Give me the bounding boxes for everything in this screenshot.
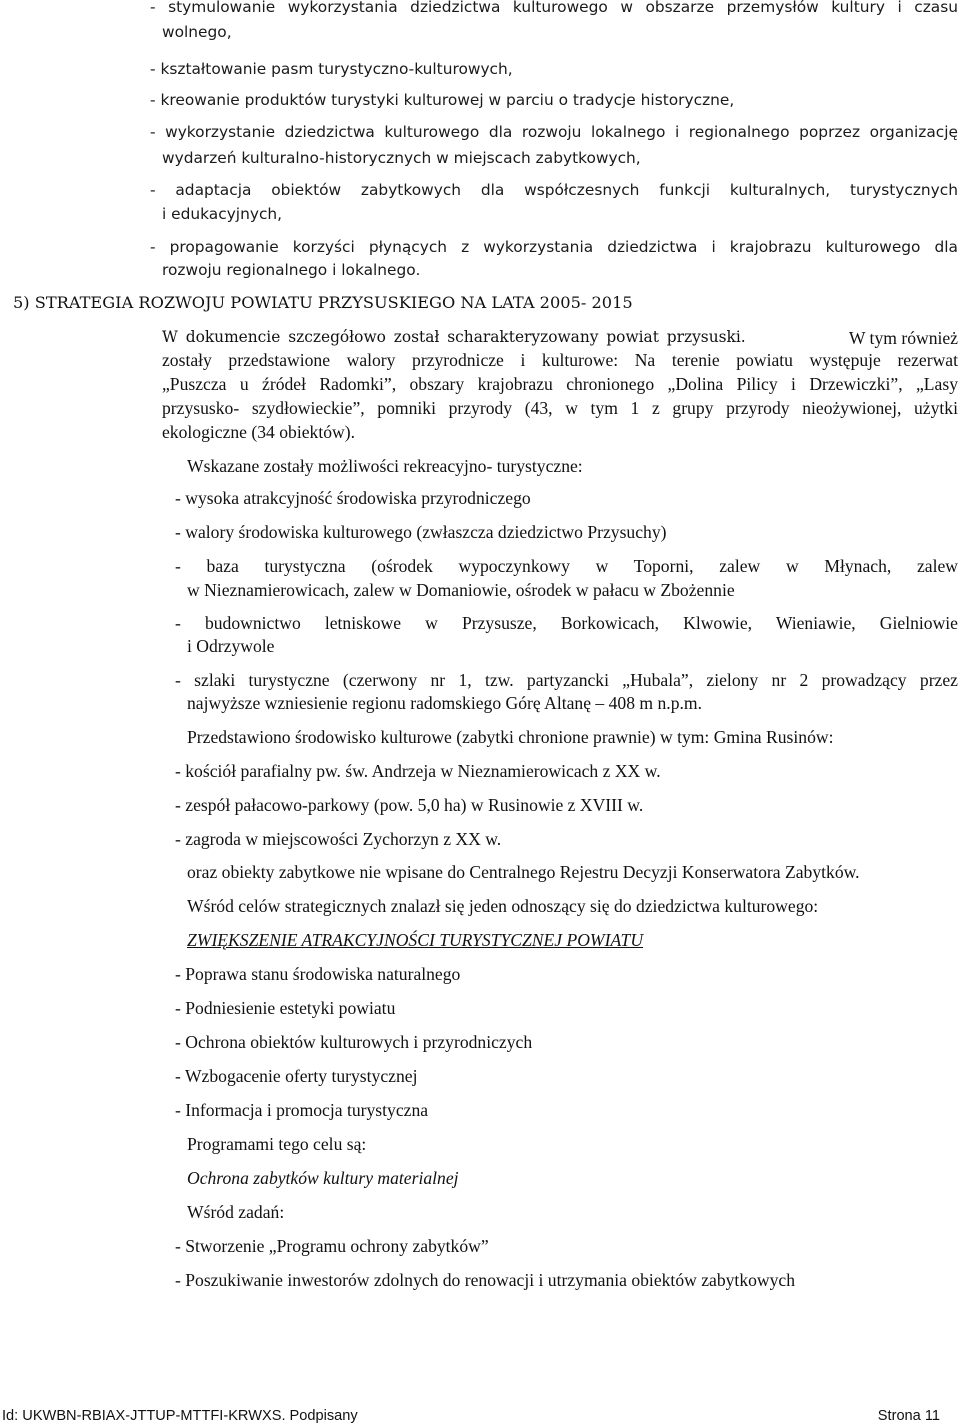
heritage-tail: oraz obiekty zabytkowe nie wpisane do Centralnego Rejestru Decyzji Konserwatora Zabytków.	[187, 862, 860, 882]
list-item: - Stworzenie „Programu ochrony zabytków”	[175, 1236, 489, 1256]
list-item: - Wzbogacenie oferty turystycznej	[175, 1066, 418, 1086]
list-item: - stymulowanie wykorzystania dziedzictwa kulturowego w obszarze przemysłów kultury i czasu	[150, 0, 958, 16]
list-item: - kreowanie produktów turystyki kulturowej w parciu o tradycje historyczne,	[150, 91, 735, 109]
list-item: - wykorzystanie dziedzictwa kulturowego dla rozwoju lokalnego i regionalnego poprzez organizację	[150, 123, 958, 141]
list-item: - zespół pałacowo-parkowy (pow. 5,0 ha) w Rusinowie z XVIII w.	[175, 795, 644, 815]
list-item-continuation: najwyższe wzniesienie regionu radomskiego Górę Altanę – 408 m n.p.m.	[187, 693, 702, 713]
list-item: - wysoka atrakcyjność środowiska przyrodniczego	[175, 488, 531, 508]
list-item: - Poprawa stanu środowiska naturalnego	[175, 964, 461, 984]
goals-lead: Wśród celów strategicznych znalazł się jeden odnoszący się do dziedzictwa kulturowego:	[187, 896, 819, 916]
tasks-lead: Wśród zadań:	[187, 1202, 285, 1222]
program-title: Ochrona zabytków kultury materialnej	[187, 1168, 459, 1188]
footer-page-number: Strona 11	[877, 1408, 940, 1424]
opportunities-lead: Wskazane zostały możliwości rekreacyjno- turystyczne:	[187, 456, 583, 476]
list-item-continuation: i Odrzywole	[187, 636, 275, 656]
intro-line: „Puszcza u źródeł Radomki”, obszary krajobrazu chronionego „Dolina Pilicy i Drzewiczki”, „Lasy	[162, 374, 958, 394]
section-heading: 5) STRATEGIA ROZWOJU POWIATU PRZYSUSKIEGO NA LATA 2005- 2015	[13, 293, 633, 312]
list-item-continuation: i edukacyjnych,	[162, 205, 283, 223]
list-item: - walory środowiska kulturowego (zwłaszcza dziedzictwo Przysuchy)	[175, 522, 667, 542]
list-item: - Informacja i promocja turystyczna	[175, 1100, 429, 1120]
list-item: - Poszukiwanie inwestorów zdolnych do renowacji i utrzymania obiektów zabytkowych	[175, 1270, 796, 1290]
list-item-continuation: wydarzeń kulturalno-historycznych w miejscach zabytkowych,	[162, 149, 641, 167]
list-item: - adaptacja obiektów zabytkowych dla współczesnych funkcji kulturalnych, turystycznych	[150, 181, 958, 199]
heritage-lead: Przedstawiono środowisko kulturowe (zabytki chronione prawnie) w tym: Gmina Rusinów:	[187, 727, 834, 747]
programs-lead: Programami tego celu są:	[187, 1134, 367, 1154]
list-item: - kształtowanie pasm turystyczno-kulturowych,	[150, 60, 513, 78]
list-item: - propagowanie korzyści płynących z wykorzystania dziedzictwa i krajobrazu kulturowego dla	[150, 238, 958, 256]
list-item: - Ochrona obiektów kulturowych i przyrodniczych	[175, 1032, 533, 1052]
list-item-continuation: wolnego,	[162, 23, 232, 41]
list-item-continuation: rozwoju regionalnego i lokalnego.	[162, 261, 421, 279]
intro-first-text: W dokumencie szczegółowo został scharakteryzowany powiat przysuski.	[162, 328, 746, 346]
intro-line: zostały przedstawione walory przyrodnicze i kulturowe: Na terenie powiatu występuje rezerwat	[162, 350, 958, 370]
footer-id: Id: UKWBN-RBIAX-JTTUP-MTTFI-KRWXS. Podpisany	[2, 1408, 358, 1424]
list-item: - zagroda w miejscowości Zychorzyn z XX w.	[175, 829, 502, 849]
goal-title: ZWIĘKSZENIE ATRAKCYJNOŚCI TURYSTYCZNEJ POWIATU	[187, 930, 644, 950]
list-item: - budownictwo letniskowe w Przysusze, Borkowicach, Klwowie, Wieniawie, Gielniowie	[175, 613, 958, 633]
intro-line: przysusko- szydłowieckie”, pomniki przyrody (43, w tym 1 z grupy przyrody nieożywionej, użytki	[162, 398, 958, 418]
list-item: - baza turystyczna (ośrodek wypoczynkowy w Toporni, zalew w Młynach, zalew	[175, 556, 958, 576]
intro-line: ekologiczne (34 obiektów).	[162, 422, 355, 442]
list-item: - Podniesienie estetyki powiatu	[175, 998, 396, 1018]
intro-first-line	[162, 328, 958, 349]
list-item-continuation: w Nieznamierowicach, zalew w Domaniowie, ośrodek w pałacu w Zbożennie	[187, 580, 735, 600]
list-item: - szlaki turystyczne (czerwony nr 1, tzw. partyzancki „Hubala”, zielony nr 2 prowadzący przez	[175, 670, 958, 690]
intro-first-tail: W tym również	[848, 328, 958, 348]
list-item: - kościół parafialny pw. św. Andrzeja w Nieznamierowicach z XX w.	[175, 761, 661, 781]
